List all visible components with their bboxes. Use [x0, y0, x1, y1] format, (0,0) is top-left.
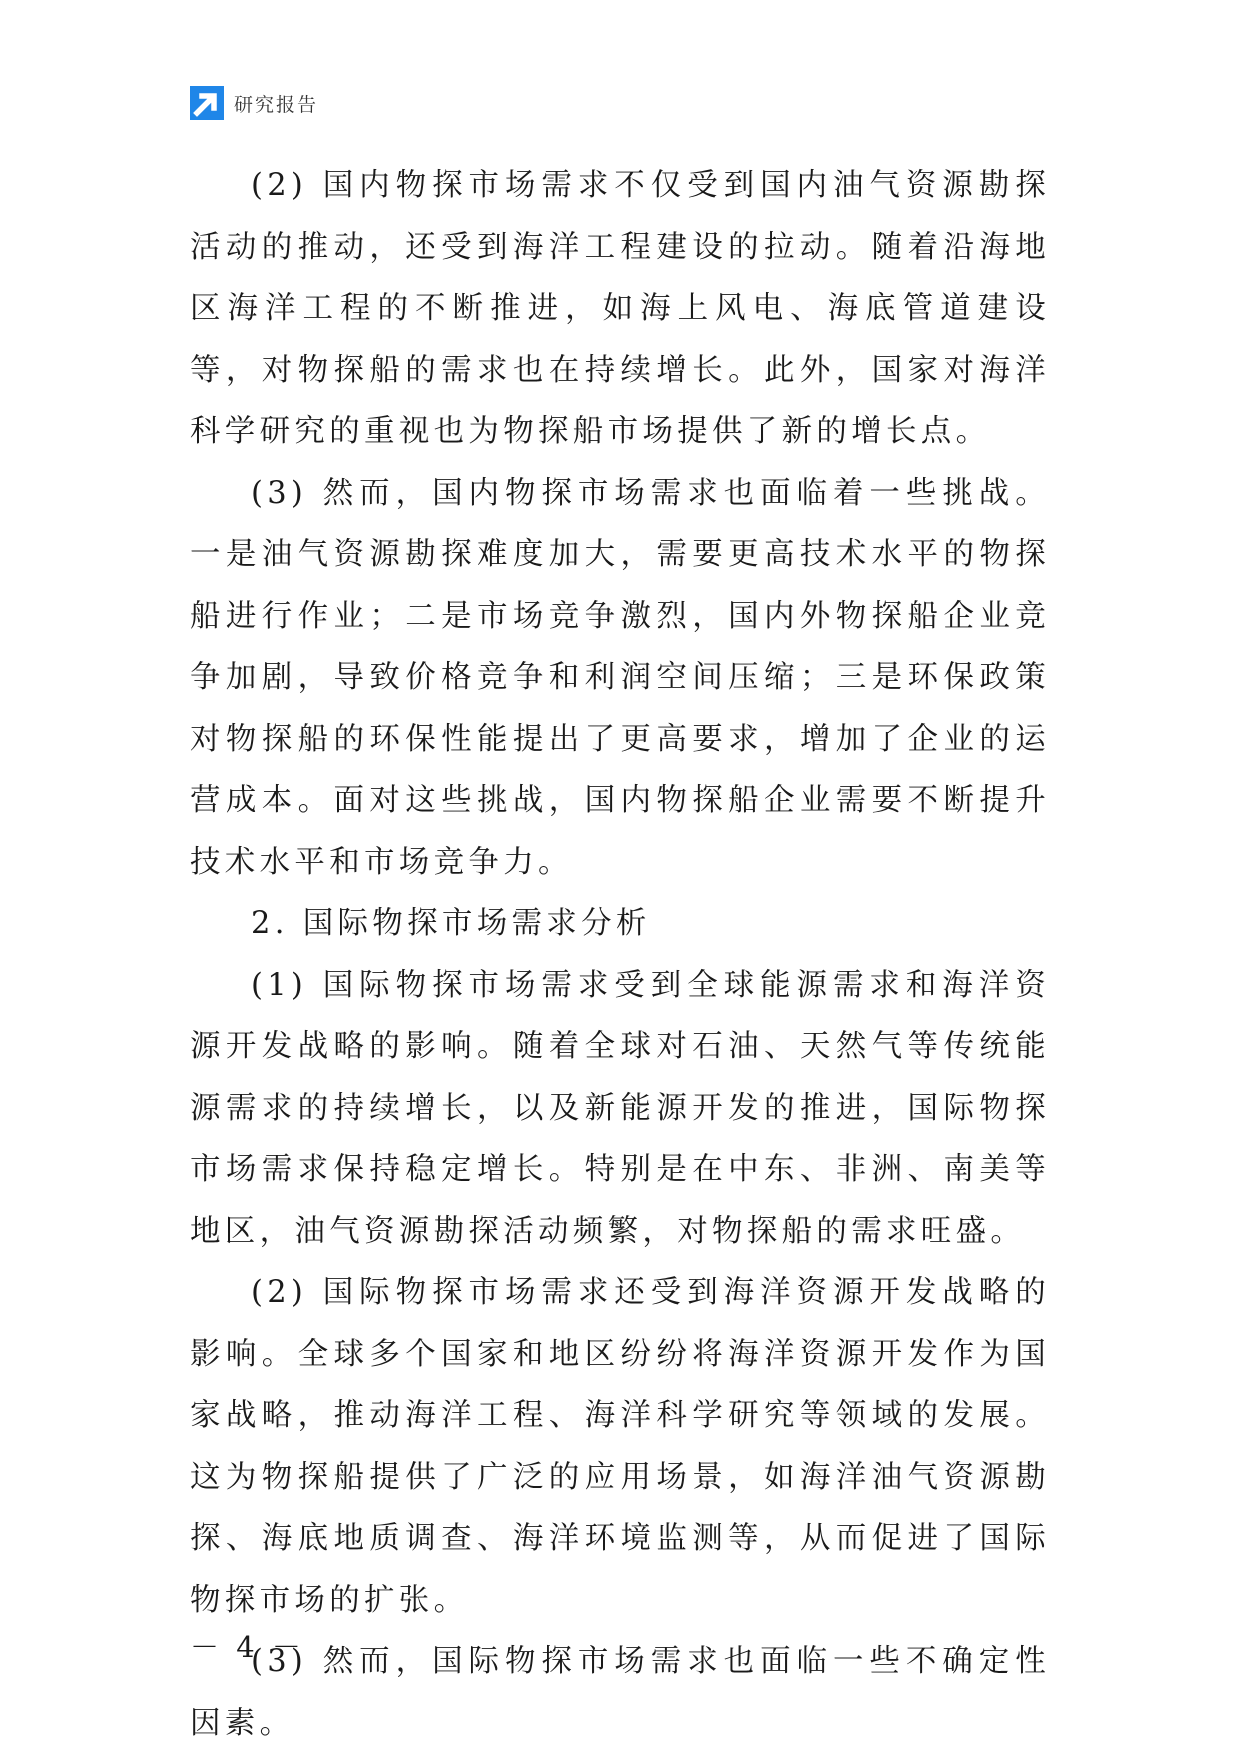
- header-title: 研究报告: [234, 93, 319, 116]
- paragraph-domestic-3: (3) 然而，国内物探市场需求也面临着一些挑战。一是油气资源勘探难度加大，需要更高技术水平的物探船进行作业；二是市场竞争激烈，国内外物探船企业竞争加剧，导致价格竞争和利润空间压缩；三是环保政策对物探船的环保性能提出了更高要求，增加了企业的运营成本。面对这些挑战，国内物探船企业需要不断提升技术水平和市场竞争力。: [190, 475, 1050, 880]
- arrow-logo-icon: [190, 86, 224, 120]
- section-heading-international: 2. 国际物探市场需求分析: [251, 906, 651, 941]
- report-header: [190, 86, 318, 120]
- paragraph-international-1: (1) 国际物探市场需求受到全球能源需求和海洋资源开发战略的影响。随着全球对石油、天然气等传统能源需求的持续增长，以及新能源开发的推进，国际物探市场需求保持稳定增长。特别是在中东、非洲、南美等地区，油气资源勘探活动频繁，对物探船的需求旺盛。: [190, 967, 1050, 1249]
- paragraph-international-3: (3) 然而，国际物探市场需求也面临一些不确定性因素。: [190, 1644, 1050, 1741]
- document-body: [190, 155, 1050, 1754]
- page-number: － 4 －: [190, 1630, 305, 1664]
- paragraph-international-2: (2) 国际物探市场需求还受到海洋资源开发战略的影响。全球多个国家和地区纷纷将海洋资源开发作为国家战略，推动海洋工程、海洋科学研究等领域的发展。这为物探船提供了广泛的应用场景，如海洋油气资源勘探、海底地质调查、海洋环境监测等，从而促进了国际物探市场的扩张。: [190, 1275, 1050, 1618]
- paragraph-domestic-2: (2) 国内物探市场需求不仅受到国内油气资源勘探活动的推动，还受到海洋工程建设的拉动。随着沿海地区海洋工程的不断推进，如海上风电、海底管道建设等，对物探船的需求也在持续增长。此外，国家对海洋科学研究的重视也为物探船市场提供了新的增长点。: [190, 168, 1050, 449]
